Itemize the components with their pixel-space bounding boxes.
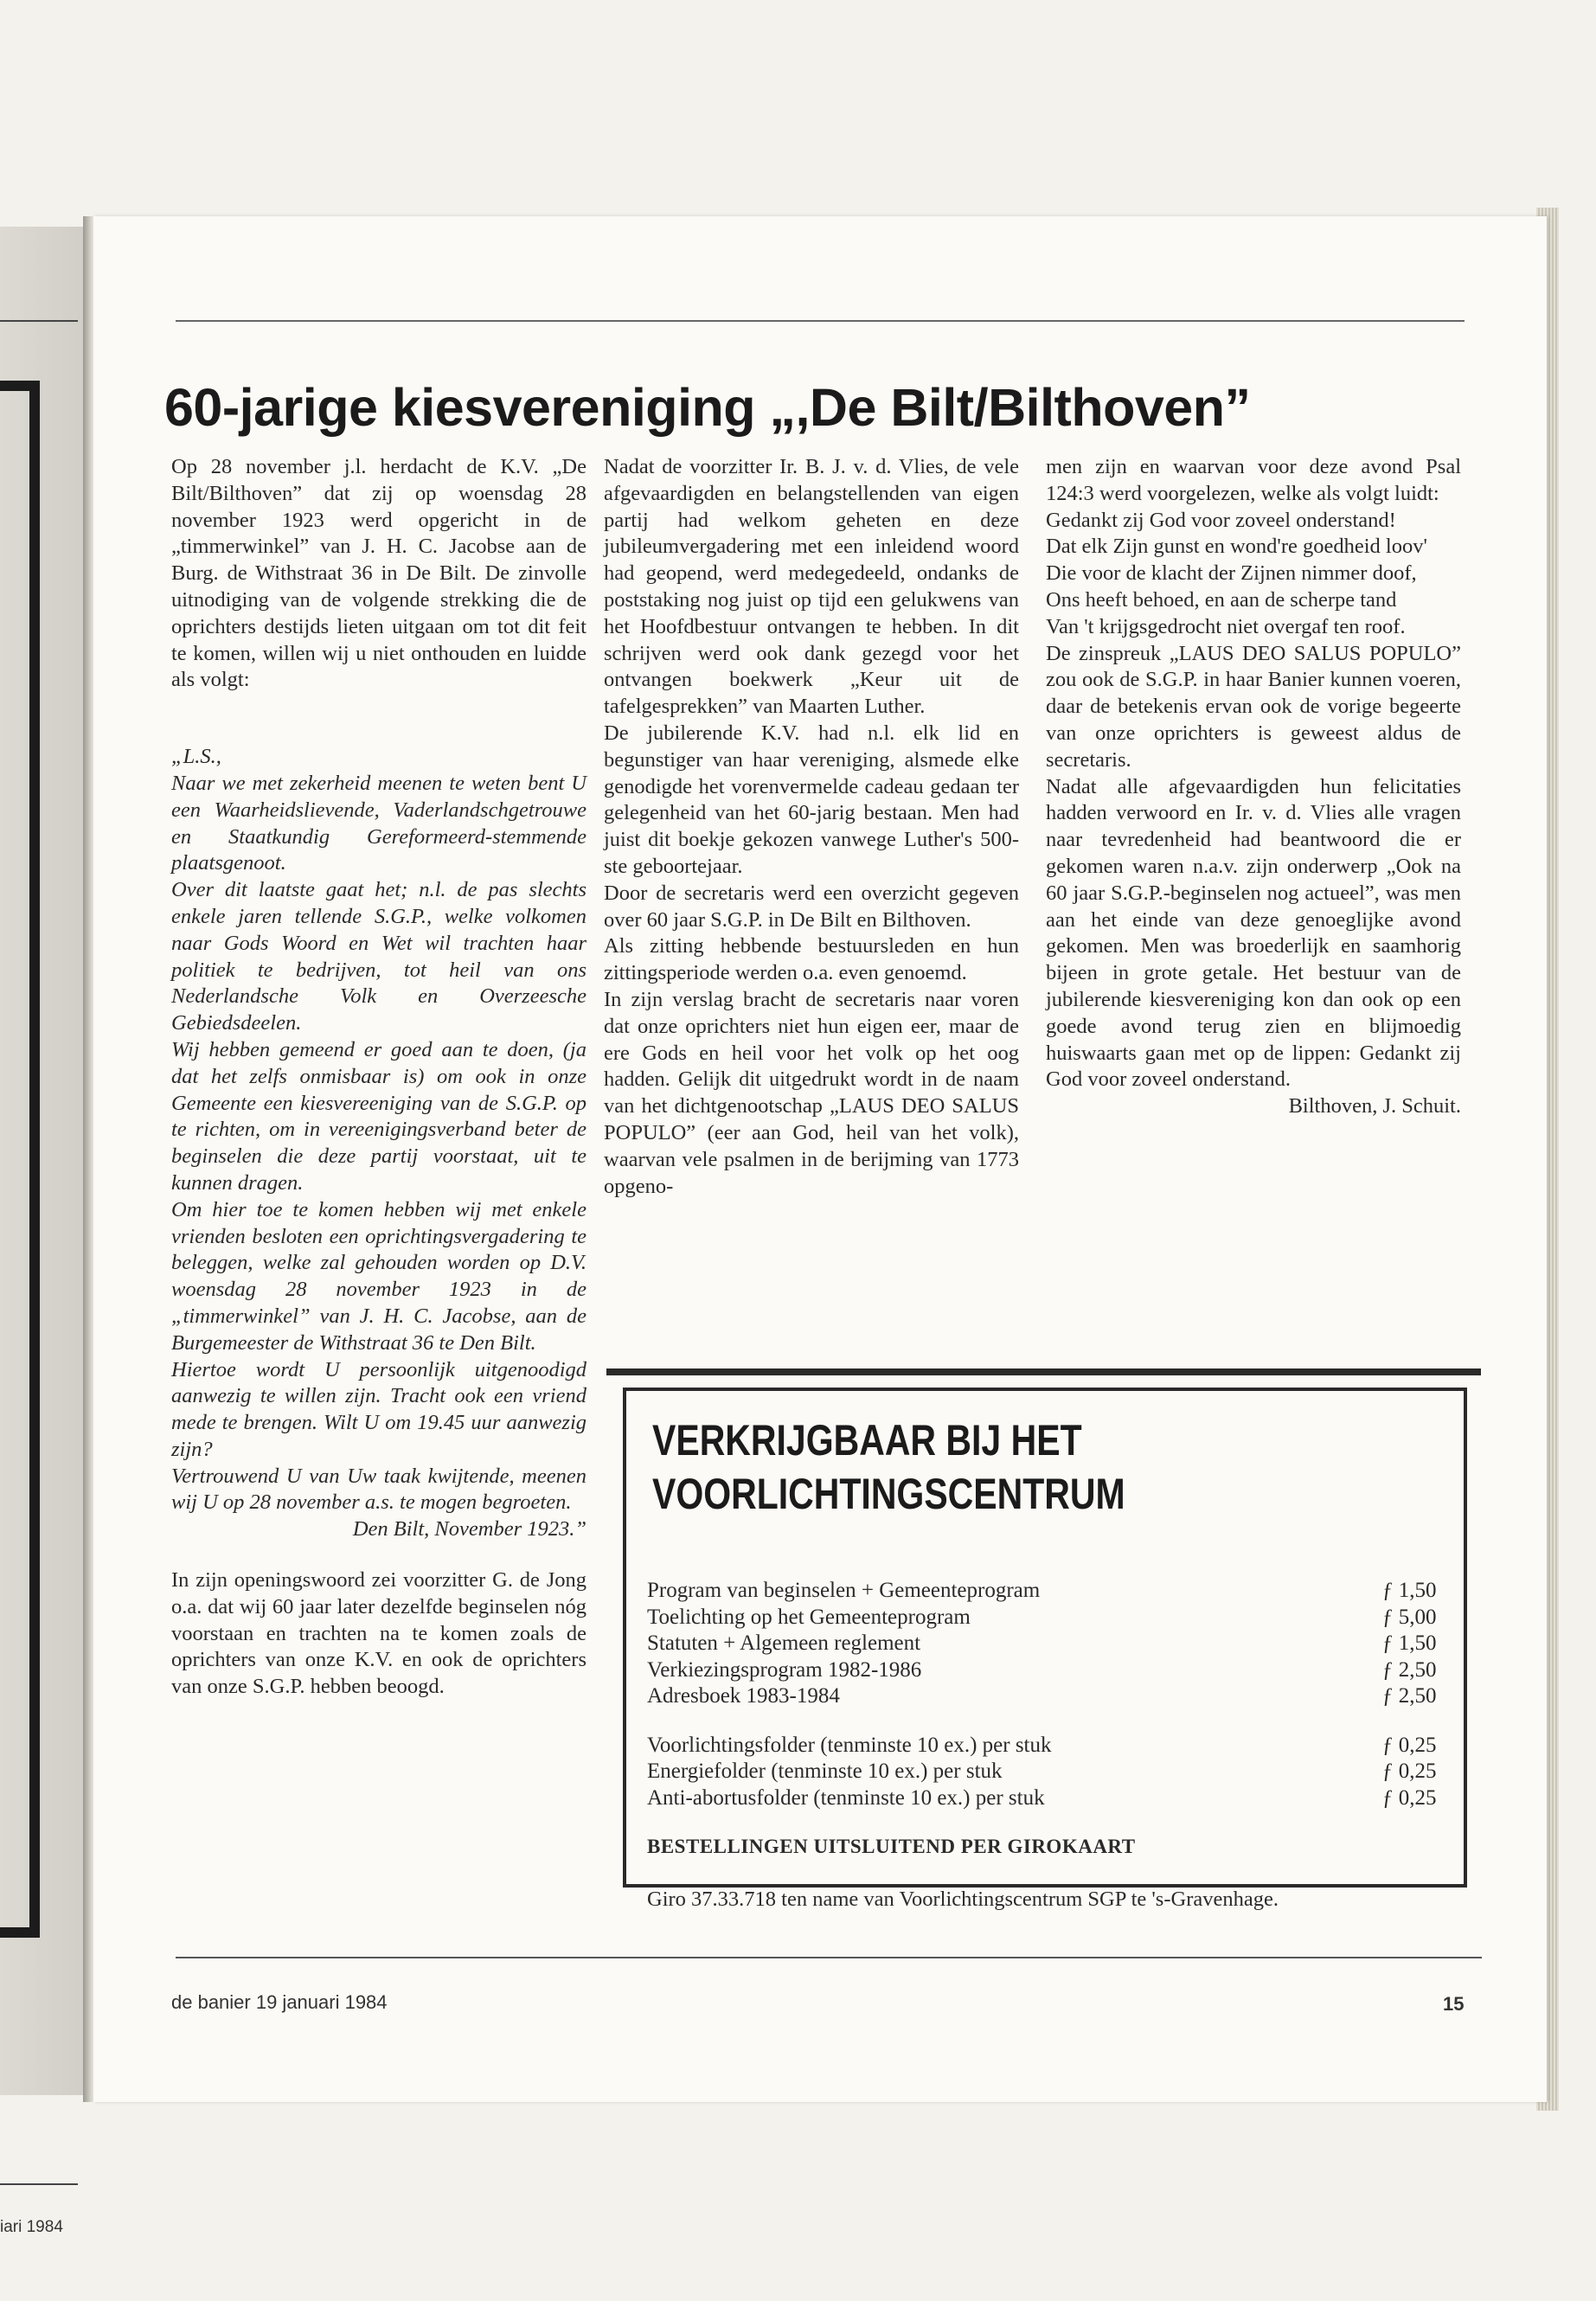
article-title: 60-jarige kiesvereniging „,De Bilt/Bilthoven” [164,378,1251,437]
quote-paragraph: Over dit laatste gaat het; n.l. de pas slechts enkele jaren tellende S.G.P., welke volkomen naar Gods Woord en Wet wil trachten haar politiek te bedrijven, tot heil van ons Nederlandsche Volk en Overzeesche Gebiedsdeelen. [171,878,586,1035]
quote-paragraph: Wij hebben gemeend er goed aan te doen, (ja dat het zelfs onmisbaar is) om ook in onze Gemeente een kiesvereeniging van de S.G.P. op te richten, om in vereenigingsverband beter de beginselen die deze partij voorstaat, uit te kunnen dragen. [171,1037,586,1195]
price-row [647,1578,1452,1605]
price-row [647,1759,1452,1785]
item-price: ƒ 1,50 [1382,1631,1437,1655]
body-paragraph: De zinspreuk „LAUS DEO SALUS POPULO” zou ook de S.G.P. in haar Banier kunnen voeren, daar de betekenis ervan ook de vorige begeerte van onze oprichters is geweest aldus de secretaris. [1046,641,1461,772]
item-price: ƒ 0,25 [1382,1785,1437,1810]
book-spine [83,216,93,2102]
advertisement-box [623,1388,1467,1911]
intro-paragraph: Op 28 november j.l. herdacht de K.V. „De Bilt/Bilthoven” dat zij op woensdag 28 november 1923 werd opgericht in de „timmerwinkel” van J. H. C. Jacobse aan de Burg. de Withstraat 36 in De Bilt. De zinvolle uitnodiging van de volgende strekking die de oprichters destijds lieten uitgaan om tot dit feit te komen, willen wij u niet onthouden en luidde als volgt: [171,455,586,692]
item-price: ƒ 1,50 [1382,1579,1437,1602]
ad-top-bar [606,1368,1481,1375]
item-name: Verkiezingsprogram 1982-1986 [647,1657,922,1682]
price-row [647,1657,1452,1684]
price-row [647,1605,1452,1631]
ad-heading-line-2: VOORLICHTINGSCENTRUM [652,1470,1125,1518]
body-paragraph: Nadat de voorzitter Ir. B. J. v. d. Vlies, de vele afgevaardigden en belangstellenden van eigen partij had welkom geheten en deze jubileumvergadering met een inleidend woord had geopend, werd medegedeeld, ondanks de poststaking nog juist op tijd een gelukwens van het Hoofdbestuur ontvangen te hebben. In dit schrijven werd ook dank gezegd voor het ontvangen boekwerk „Keur uit de tafelgesprekken” van Maarten Luther. [604,455,1019,719]
column-1 [171,454,586,1701]
article-byline: Bilthoven, J. Schuit. [1288,1094,1461,1118]
ad-heading [652,1413,1125,1521]
item-name: Toelichting op het Gemeenteprogram [647,1605,971,1629]
column-2 [604,454,1019,1200]
psalm-line: Gedankt zij God voor zoveel onderstand! [1046,508,1396,532]
psalm-line: Ons heeft behoed, en aan de scherpe tand [1046,587,1397,612]
item-name: Energiefolder (tenminste 10 ex.) per stuk [647,1759,1003,1783]
quote-paragraph: Om hier toe te komen hebben wij met enkele vrienden besloten een oprichtingsvergadering te beleggen, welke zal gehouden worden op D.V. woensdag 28 november 1923 in de „timmerwinkel” van J. H. C. Jacobse, aan de Burgemeester de Withstraat 36 te Den Bilt. [171,1197,586,1355]
folder-price-group [647,1733,1452,1812]
body-paragraph: Door de secretaris werd een overzicht gegeven over 60 jaar S.G.P. in De Bilt en Bilthoven. [604,881,1019,932]
item-price: ƒ 0,25 [1382,1733,1437,1757]
previous-page-edge [0,227,93,2236]
price-row [647,1683,1452,1710]
psalm-line: Van 't krijgsgedrocht niet overgaf ten roof. [1046,614,1406,638]
invitation-quote [171,744,586,1543]
column-3 [1046,454,1461,1120]
previous-page-date: iari 1984 [0,2218,63,2236]
item-price: ƒ 5,00 [1382,1605,1437,1629]
previous-page-frame [0,381,40,1938]
item-name: Voorlichtingsfolder (tenminste 10 ex.) per stuk [647,1733,1052,1757]
price-row [647,1631,1452,1657]
item-price: ƒ 0,25 [1382,1759,1437,1783]
quote-salutation: „L.S., [171,745,221,769]
top-rule [176,320,1465,322]
magazine-page [93,216,1547,2102]
price-row [647,1733,1452,1759]
psalm-line: Die voor de klacht der Zijnen nimmer doof, [1046,561,1417,586]
giro-line: Giro 37.33.718 ten name van Voorlichtingscentrum SGP te 's-Gravenhage. [647,1888,1279,1911]
opening-paragraph: In zijn openingswoord zei voorzitter G. de Jong o.a. dat wij 60 jaar later dezelfde beginselen nóg voorstaan en trachten na te komen zoals de oprichters van onze K.V. en ook de oprichters van onze S.G.P. hebben beoogd. [171,1568,586,1699]
quote-paragraph: Naar we met zekerheid meenen te weten bent U een Waarheidslievende, Vaderlandschgetrouwe en Staatkundig Gereformeerd-stemmende plaatsgenoot. [171,771,586,875]
quote-paragraph: Vertrouwend U van Uw taak kwijtende, meenen wij U op 28 november a.s. te mogen begroeten. [171,1464,586,1515]
ad-heading-line-1: VERKRIJGBAAR BIJ HET [652,1416,1082,1465]
body-paragraph: In zijn verslag bracht de secretaris naar voren dat onze oprichters niet hun eigen eer, maar de ere Gods en heil voor het volk op het oog hadden. Gelijk dit uitgedrukt wordt in de naam van het dichtgenootschap „LAUS DEO SALUS POPULO” (eer aan God, heil van het volk), waarvan vele psalmen in de berijming van 1773 opgeno- [604,987,1019,1198]
footer-rule [176,1957,1482,1958]
quote-paragraph: Hiertoe wordt U persoonlijk uitgenoodigd aanwezig te willen zijn. Tracht ook een vriend mede te brengen. Wilt U om 19.45 uur aanwezig zijn? [171,1357,586,1461]
price-list [647,1578,1452,1811]
item-price: ƒ 2,50 [1382,1684,1437,1708]
body-paragraph: men zijn en waarvan voor deze avond Psal 124:3 werd voorgelezen, welke als volgt luidt: [1046,455,1461,505]
previous-page-rule [0,320,78,322]
item-price: ƒ 2,50 [1382,1657,1437,1682]
previous-page-footer-rule [0,2183,78,2185]
price-row [647,1785,1452,1812]
orders-note: BESTELLINGEN UITSLUITEND PER GIROKAART [647,1836,1136,1857]
item-name: Anti-abortusfolder (tenminste 10 ex.) per stuk [647,1785,1045,1810]
psalm-line: Dat elk Zijn gunst en wond're goedheid loov' [1046,535,1427,559]
item-name: Adresboek 1983-1984 [647,1684,840,1708]
item-name: Statuten + Algemeen reglement [647,1631,921,1655]
quote-signoff: Den Bilt, November 1923.” [352,1517,586,1541]
body-paragraph: Als zitting hebbende bestuursleden en hun zittingsperiode werden o.a. even genoemd. [604,934,1019,985]
item-name: Program van beginselen + Gemeenteprogram [647,1579,1041,1602]
page-number: 15 [1443,1993,1465,2015]
body-paragraph: De jubilerende K.V. had n.l. elk lid en begunstiger van haar vereniging, alsmede elke genodigde het vorenvermelde cadeau gedaan ter gelegenheid van het 60-jarig bestaan. Men had juist dit boekje gekozen vanwege Luther's 500-ste geboortejaar. [604,721,1019,878]
publication-footer: de banier 19 januari 1984 [171,1991,388,2013]
body-paragraph: Nadat alle afgevaardigden hun felicitaties hadden verwoord en Ir. v. d. Vlies alle vragen naar tevredenheid had beantwoord die er gekomen waren n.a.v. zijn onderwerp „Ook na 60 jaar S.G.P.-beginselen nog actueel”, was men aan het einde van deze genoeglijke avond gekomen. Men was broederlijk en saamhorig bijeen in grote getale. Het bestuur van de jubilerende kiesvereniging kon dan ook op een goede avond terug zien en blijmoedig huiswaarts gaan met op de lippen: Gedankt zij God voor zoveel onderstand. [1046,774,1461,1092]
